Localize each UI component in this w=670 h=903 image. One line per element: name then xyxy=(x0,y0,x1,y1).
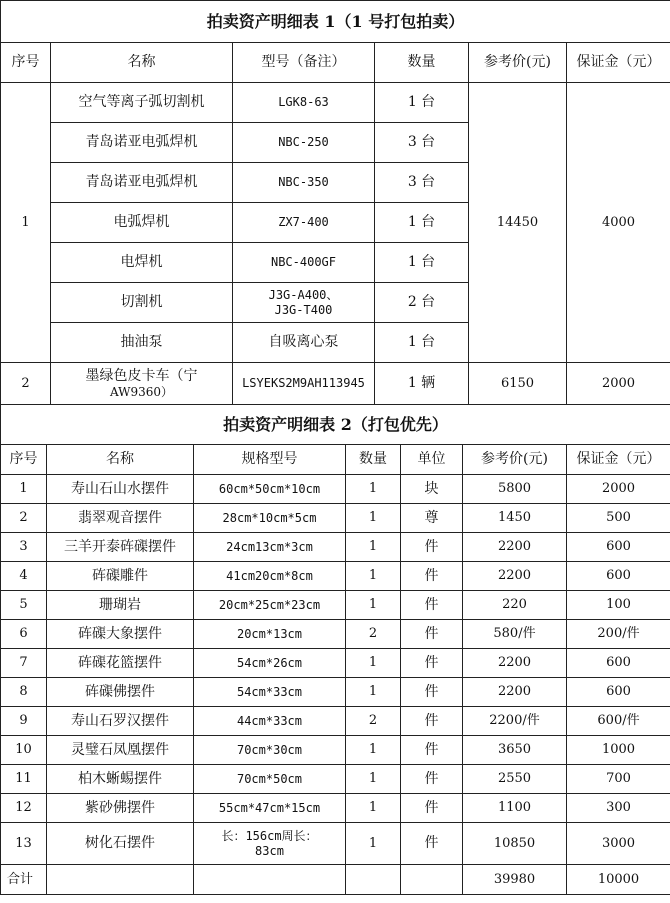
row-deposit: 3000 xyxy=(567,823,670,865)
row-deposit: 600/件 xyxy=(567,707,670,736)
row-deposit: 600 xyxy=(567,678,670,707)
table-row xyxy=(1,504,670,533)
item-name: 电焊机 xyxy=(51,243,233,283)
row-spec: 41cm20cm*8cm xyxy=(194,562,346,591)
row-price: 2200/件 xyxy=(463,707,567,736)
header-deposit: 保证金（元） xyxy=(567,445,670,475)
row-spec: 24cm13cm*3cm xyxy=(194,533,346,562)
row-qty: 1 xyxy=(346,562,401,591)
row-unit: 件 xyxy=(401,765,463,794)
row-spec: 20cm*25cm*23cm xyxy=(194,591,346,620)
row-price: 10850 xyxy=(463,823,567,865)
item-model: NBC-250 xyxy=(233,123,375,163)
table-row xyxy=(1,83,670,123)
row-qty: 1 xyxy=(346,765,401,794)
row-name: 三羊开泰砗磲摆件 xyxy=(47,533,194,562)
table-row xyxy=(1,707,670,736)
table-2-header-row xyxy=(1,445,670,475)
header-name: 名称 xyxy=(51,43,233,83)
row-spec: 60cm*50cm*10cm xyxy=(194,475,346,504)
row-unit: 件 xyxy=(401,794,463,823)
row-spec xyxy=(194,823,346,865)
row-name: 砗磲佛摆件 xyxy=(47,678,194,707)
table-2-body xyxy=(1,475,670,865)
asset-table-2 xyxy=(0,404,670,895)
row-spec: 54cm*26cm xyxy=(194,649,346,678)
table-row xyxy=(1,649,670,678)
header-no: 序号 xyxy=(1,445,47,475)
row-name: 砗磲花篮摆件 xyxy=(47,649,194,678)
row-qty: 1 xyxy=(346,649,401,678)
item-name xyxy=(51,363,233,405)
row-name: 寿山石山水摆件 xyxy=(47,475,194,504)
table-row xyxy=(1,823,670,865)
table-row xyxy=(1,736,670,765)
group-ref-price: 14450 xyxy=(469,83,567,363)
row-no: 6 xyxy=(1,620,47,649)
header-no: 序号 xyxy=(1,43,51,83)
row-unit: 件 xyxy=(401,678,463,707)
row-no: 10 xyxy=(1,736,47,765)
item-name: 空气等离子弧切割机 xyxy=(51,83,233,123)
row-name: 砗磲雕件 xyxy=(47,562,194,591)
row-no: 9 xyxy=(1,707,47,736)
item-model: ZX7-400 xyxy=(233,203,375,243)
row-no: 13 xyxy=(1,823,47,865)
row-no: 7 xyxy=(1,649,47,678)
item-model-line-2: J3G-T400 xyxy=(274,302,333,317)
group-no: 1 xyxy=(1,83,51,363)
item-name: 抽油泵 xyxy=(51,323,233,363)
row-name: 珊瑚岩 xyxy=(47,591,194,620)
header-ref-price: 参考价(元) xyxy=(469,43,567,83)
row-name: 灵璧石凤凰摆件 xyxy=(47,736,194,765)
row-deposit: 200/件 xyxy=(567,620,670,649)
row-unit: 件 xyxy=(401,591,463,620)
row-no: 8 xyxy=(1,678,47,707)
row-deposit: 300 xyxy=(567,794,670,823)
table-row xyxy=(1,533,670,562)
row-unit: 块 xyxy=(401,475,463,504)
table-row xyxy=(1,591,670,620)
row-unit: 件 xyxy=(401,823,463,865)
item-model: NBC-400GF xyxy=(233,243,375,283)
row-no: 3 xyxy=(1,533,47,562)
header-qty: 数量 xyxy=(375,43,469,83)
item-name: 青岛诺亚电弧焊机 xyxy=(51,123,233,163)
header-model: 型号（备注） xyxy=(233,43,375,83)
row-deposit: 700 xyxy=(567,765,670,794)
item-name: 青岛诺亚电弧焊机 xyxy=(51,163,233,203)
row-deposit: 600 xyxy=(567,533,670,562)
row-price: 580/件 xyxy=(463,620,567,649)
row-no: 4 xyxy=(1,562,47,591)
item-model-line-1: J3G-A400、 xyxy=(268,288,339,303)
row-spec: 70cm*30cm xyxy=(194,736,346,765)
row-unit: 件 xyxy=(401,620,463,649)
item-qty: 1 台 xyxy=(375,243,469,283)
row-no: 5 xyxy=(1,591,47,620)
total-empty xyxy=(401,865,463,895)
item-qty: 1 台 xyxy=(375,203,469,243)
item-name: 电弧焊机 xyxy=(51,203,233,243)
item-name-line-1: 墨绿色皮卡车（宁 xyxy=(85,367,198,384)
row-unit: 件 xyxy=(401,649,463,678)
row-price: 2550 xyxy=(463,765,567,794)
row-spec: 55cm*47cm*15cm xyxy=(194,794,346,823)
group-no: 2 xyxy=(1,363,51,405)
header-qty: 数量 xyxy=(346,445,401,475)
item-qty: 1 辆 xyxy=(375,363,469,405)
row-deposit: 1000 xyxy=(567,736,670,765)
item-qty: 3 台 xyxy=(375,123,469,163)
row-unit: 尊 xyxy=(401,504,463,533)
total-empty xyxy=(346,865,401,895)
row-qty: 1 xyxy=(346,794,401,823)
item-model: LSYEKS2M9AH113945 xyxy=(233,363,375,405)
header-deposit: 保证金（元） xyxy=(567,43,670,83)
total-empty xyxy=(194,865,346,895)
row-no: 12 xyxy=(1,794,47,823)
total-label: 合计 xyxy=(1,865,47,895)
total-deposit: 10000 xyxy=(567,865,670,895)
table-1-title: 拍卖资产明细表 1（1 号打包拍卖） xyxy=(1,1,670,43)
row-spec-line-1: 长：156cm周长： xyxy=(221,829,318,844)
row-qty: 1 xyxy=(346,533,401,562)
table-row xyxy=(1,765,670,794)
row-deposit: 600 xyxy=(567,649,670,678)
row-no: 11 xyxy=(1,765,47,794)
header-spec: 规格型号 xyxy=(194,445,346,475)
item-model: 自吸离心泵 xyxy=(233,323,375,363)
total-row xyxy=(1,865,670,895)
table-row xyxy=(1,794,670,823)
item-model: NBC-350 xyxy=(233,163,375,203)
total-price: 39980 xyxy=(463,865,567,895)
row-spec: 20cm*13cm xyxy=(194,620,346,649)
row-price: 2200 xyxy=(463,562,567,591)
row-price: 2200 xyxy=(463,649,567,678)
header-name: 名称 xyxy=(47,445,194,475)
table-row xyxy=(1,363,670,405)
row-price: 3650 xyxy=(463,736,567,765)
row-price: 5800 xyxy=(463,475,567,504)
header-unit: 单位 xyxy=(401,445,463,475)
row-name: 柏木蜥蜴摆件 xyxy=(47,765,194,794)
row-no: 1 xyxy=(1,475,47,504)
group-ref-price: 6150 xyxy=(469,363,567,405)
item-model xyxy=(233,283,375,323)
row-name: 翡翠观音摆件 xyxy=(47,504,194,533)
row-deposit: 100 xyxy=(567,591,670,620)
row-price: 220 xyxy=(463,591,567,620)
table-row xyxy=(1,620,670,649)
row-name: 紫砂佛摆件 xyxy=(47,794,194,823)
row-deposit: 500 xyxy=(567,504,670,533)
row-name: 寿山石罗汉摆件 xyxy=(47,707,194,736)
row-unit: 件 xyxy=(401,707,463,736)
group-deposit: 2000 xyxy=(567,363,670,405)
row-qty: 1 xyxy=(346,504,401,533)
row-qty: 2 xyxy=(346,707,401,736)
row-qty: 1 xyxy=(346,736,401,765)
row-qty: 2 xyxy=(346,620,401,649)
item-qty: 1 台 xyxy=(375,83,469,123)
header-ref-price: 参考价(元) xyxy=(463,445,567,475)
group-deposit: 4000 xyxy=(567,83,670,363)
row-spec: 54cm*33cm xyxy=(194,678,346,707)
table-row xyxy=(1,562,670,591)
row-name: 砗磲大象摆件 xyxy=(47,620,194,649)
row-unit: 件 xyxy=(401,736,463,765)
row-unit: 件 xyxy=(401,533,463,562)
table-1-header-row xyxy=(1,43,670,83)
asset-table-1 xyxy=(0,0,670,405)
row-name: 树化石摆件 xyxy=(47,823,194,865)
row-qty: 1 xyxy=(346,475,401,504)
row-qty: 1 xyxy=(346,823,401,865)
item-qty: 3 台 xyxy=(375,163,469,203)
row-price: 2200 xyxy=(463,678,567,707)
total-empty xyxy=(47,865,194,895)
row-price: 1450 xyxy=(463,504,567,533)
row-no: 2 xyxy=(1,504,47,533)
row-qty: 1 xyxy=(346,591,401,620)
table-row xyxy=(1,475,670,504)
row-price: 2200 xyxy=(463,533,567,562)
row-spec: 70cm*50cm xyxy=(194,765,346,794)
item-qty: 2 台 xyxy=(375,283,469,323)
row-deposit: 600 xyxy=(567,562,670,591)
row-spec-line-2: 83cm xyxy=(255,843,284,858)
table-2-title: 拍卖资产明细表 2（打包优先） xyxy=(1,405,670,445)
row-price: 1100 xyxy=(463,794,567,823)
item-name: 切割机 xyxy=(51,283,233,323)
row-spec: 28cm*10cm*5cm xyxy=(194,504,346,533)
item-qty: 1 台 xyxy=(375,323,469,363)
row-unit: 件 xyxy=(401,562,463,591)
item-name-line-2: AW9360） xyxy=(109,384,174,399)
row-spec: 44cm*33cm xyxy=(194,707,346,736)
row-deposit: 2000 xyxy=(567,475,670,504)
row-qty: 1 xyxy=(346,678,401,707)
table-row xyxy=(1,678,670,707)
item-model: LGK8-63 xyxy=(233,83,375,123)
